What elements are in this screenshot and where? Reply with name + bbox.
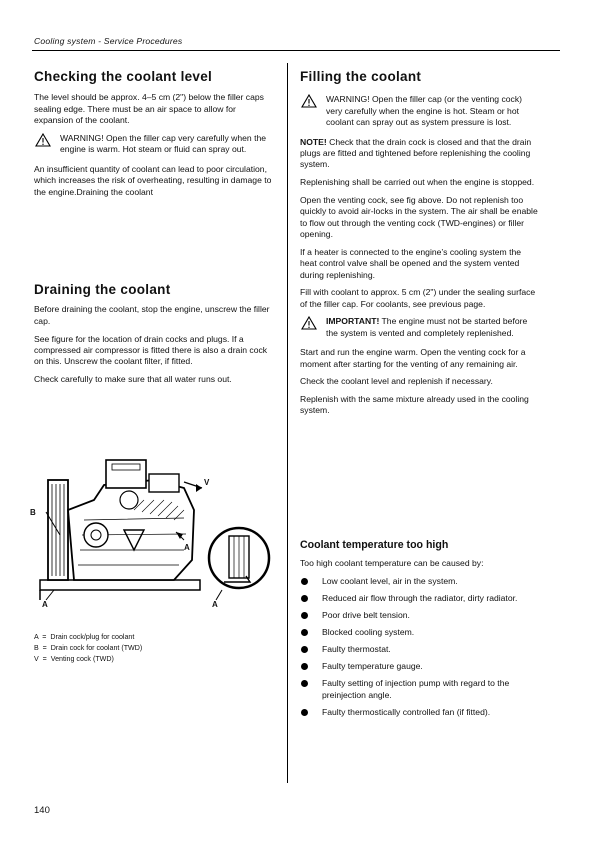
left-column-top <box>34 71 274 204</box>
draining-para-2: See figure for the location of drain cocks and plugs. If a compressed air compressor is fitted there is also a drain cock on this. Unscrew the coolant filter, if fitted. <box>34 333 268 367</box>
legend-item: V = Venting cock (TWD) <box>34 654 114 663</box>
checking-para-2: An insufficient quantity of coolant can lead to poor circulation, which increases the risk of overheating, resulting in damage to the engine.Draining the coolant <box>34 163 272 197</box>
list-item-text: Faulty thermostat. <box>322 644 391 655</box>
filling-para-2: Open the venting cock, see fig above. Do not replenish too quickly to avoid air-locks in the system. The air shall be enable to flow out through the venting cock (TWD-engines) or filler opening. <box>300 194 538 240</box>
right-column <box>300 71 538 423</box>
section-title-checking: Checking the coolant level <box>34 69 213 84</box>
list-item <box>300 576 538 587</box>
figure-label-b: B <box>30 508 36 517</box>
engine-drain-figure <box>30 440 282 625</box>
list-item-text: Reduced air flow through the radiator, dirty radiator. <box>322 593 518 604</box>
filling-warning <box>300 94 538 128</box>
checking-para-1: The level should be approx. 4–5 cm (2") below the filler caps sealing edge. There must be an air space to allow for expansion of the coolant. <box>34 92 264 126</box>
filling-important <box>300 316 538 339</box>
legend-item: B = Drain cock for coolant (TWD) <box>34 643 143 652</box>
figure-label-a-left: A <box>42 600 48 609</box>
checking-warning-text: WARNING! Open the filler cap very carefully when the engine is warm. Hot steam or fluid can spray out. <box>60 132 267 155</box>
list-item-text: Faulty thermostically controlled fan (if fitted). <box>322 706 491 717</box>
right-column-temperature <box>300 540 538 724</box>
filling-warning-text: WARNING! Open the filler cap (or the venting cock) very carefully when the engine is hot. Steam or hot coolant can spray out as system pressure is lost. <box>326 94 522 128</box>
warning-icon <box>301 94 317 108</box>
bullet-icon <box>301 680 308 687</box>
list-item <box>300 627 538 638</box>
warning-icon <box>35 133 51 147</box>
draining-para-3: Check carefully to make sure that all water runs out. <box>34 374 232 385</box>
running-header: Cooling system - Service Procedures <box>34 36 183 46</box>
section-title-temperature: Coolant temperature too high <box>300 539 449 551</box>
important-text <box>326 316 527 337</box>
list-item-text: Poor drive belt tension. <box>322 610 410 621</box>
filling-para-1: Replenishing shall be carried out when the engine is stopped. <box>300 177 535 188</box>
list-item <box>300 610 538 621</box>
filling-para-5: Start and run the engine warm. Open the venting cock for a moment after starting for the venting of any remaining air. <box>300 347 526 369</box>
important-label: IMPORTANT! <box>326 316 380 327</box>
filling-para-4: Fill with coolant to approx. 5 cm (2") under the sealing surface of the filler cap. For coolants, see previous page. <box>300 287 536 309</box>
list-item <box>300 678 538 701</box>
temperature-intro: Too high coolant temperature can be caused by: <box>300 558 484 569</box>
figure-label-a-right: A <box>212 600 218 609</box>
header-rule <box>32 50 560 51</box>
note-text: Check that the drain cock is closed and that the drain plugs are fitted and tightened before replenishing the cooling system. <box>300 136 532 170</box>
bullet-icon <box>301 578 308 585</box>
list-item <box>300 661 538 672</box>
column-divider <box>287 63 288 783</box>
filling-para-7: Replenish with the same mixture already used in the cooling system. <box>300 394 529 416</box>
list-item <box>300 707 538 718</box>
bullet-icon <box>301 612 308 619</box>
left-column-draining <box>34 284 274 392</box>
list-item-text: Faulty setting of injection pump with regard to the preinjection angle. <box>322 678 510 700</box>
bullet-icon <box>301 663 308 670</box>
bullet-icon <box>301 646 308 653</box>
checking-warning <box>34 133 274 156</box>
list-item <box>300 593 538 604</box>
section-title-draining: Draining the coolant <box>34 282 171 297</box>
list-item-text: Low coolant level, air in the system. <box>322 576 458 587</box>
list-item-text: Blocked cooling system. <box>322 627 415 638</box>
important-body: The engine must not be started before the system is vented and completely replenished. <box>326 316 528 338</box>
engine-illustration <box>34 440 282 625</box>
filling-para-3: If a heater is connected to the engine’s cooling system the heat control valve shall be opened and the system vented during replenishing. <box>300 246 522 280</box>
figure-label-a-center: A <box>184 543 190 552</box>
list-item <box>300 644 538 655</box>
filling-para-6: Check the coolant level and replenish if necessary. <box>300 376 493 387</box>
filling-note <box>300 137 538 171</box>
page-number: 140 <box>34 805 50 816</box>
figure-label-v: V <box>204 478 210 487</box>
bullet-icon <box>301 709 308 716</box>
section-title-filling: Filling the coolant <box>300 69 422 84</box>
note-label: NOTE! <box>300 136 327 147</box>
bullet-icon <box>301 595 308 602</box>
bullet-icon <box>301 629 308 636</box>
list-item-text: Faulty temperature gauge. <box>322 661 423 672</box>
draining-para-1: Before draining the coolant, stop the engine, unscrew the filler cap. <box>34 304 270 326</box>
warning-icon <box>301 316 317 330</box>
legend-item: A = Drain cock/plug for coolant <box>34 633 135 641</box>
figure-legend <box>34 632 142 664</box>
